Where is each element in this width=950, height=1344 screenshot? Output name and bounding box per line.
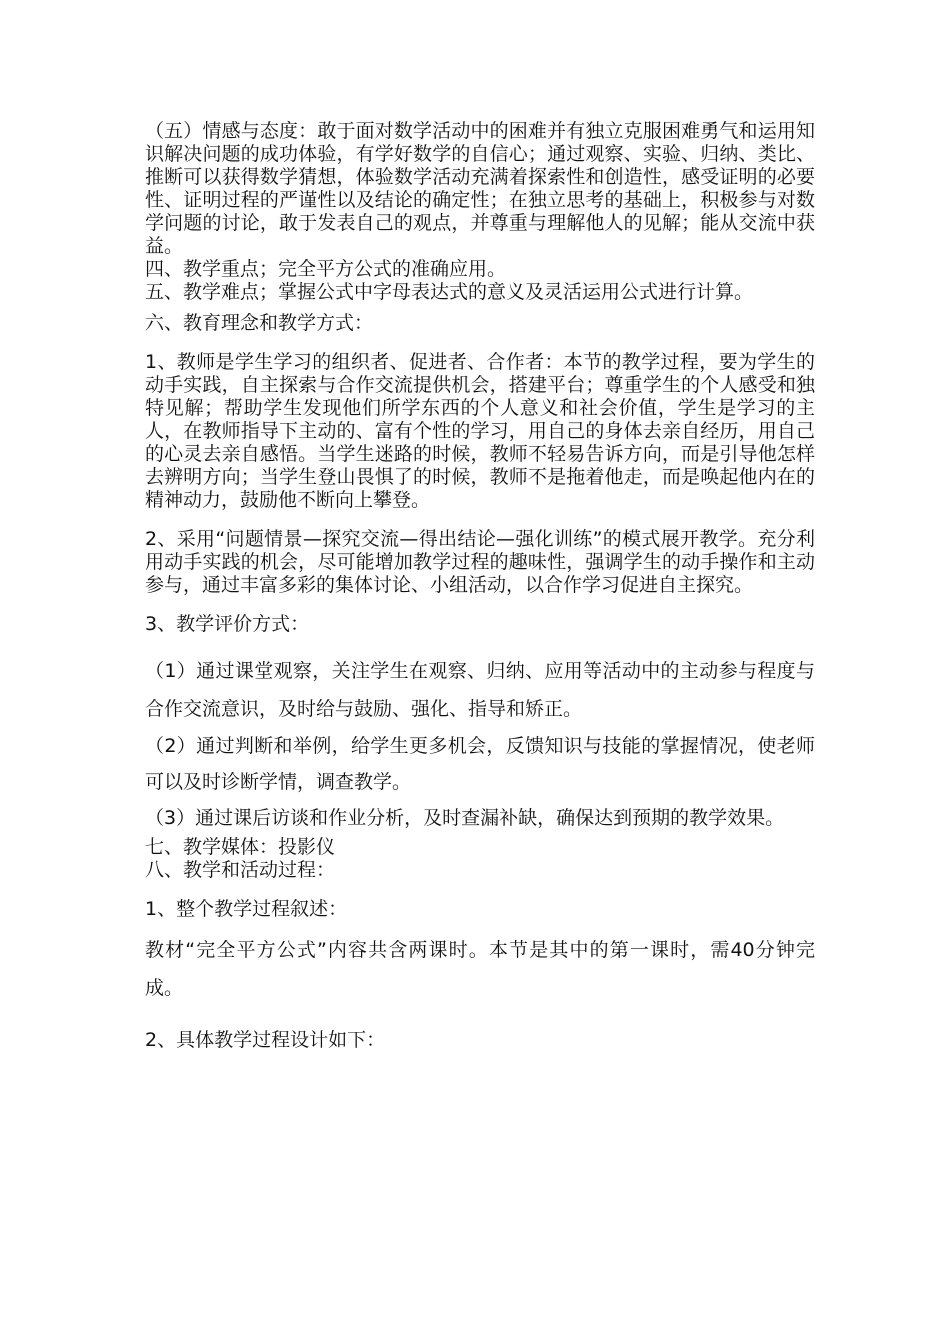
paragraph-evaluation-3: （3）通过课后访谈和作业分析，及时查漏补缺，确保达到预期的教学效果。 bbox=[145, 807, 785, 829]
paragraph-teacher-role: 1、教师是学生学习的组织者、促进者、合作者：本节的教学过程，要为学生的动手实践，自主探索与合作交流提供机会，搭建平台；尊重学生的个人感受和独特见解；帮助学生发现他们所学东西的个人意义和社会价值，学生是学习的主人，在教师指导下主动的、富有个性的学习，用自己的身体去亲自经历，用自己的心灵去亲自感悟。当学生迷路的时候，教师不轻易告诉方向，而是引导他怎样去辨明方向；当学生登山畏惧了的时候，教师不是拖着他走，而是唤起他内在的精神动力，鼓励他不断向上攀登。 bbox=[145, 351, 815, 511]
heading-process-overview: 1、整个教学过程叙述： bbox=[145, 898, 348, 920]
paragraph-evaluation-2: （2）通过判断和举例，给学生更多机会，反馈知识与技能的掌握情况，使老师可以及时诊断学情，调查教学。 bbox=[145, 735, 815, 793]
paragraph-evaluation-1: （1）通过课堂观察，关注学生在观察、归纳、应用等活动中的主动参与程度与合作交流意识，及时给与鼓励、强化、指导和矫正。 bbox=[145, 660, 815, 720]
paragraph-teaching-difficulty: 五、教学难点；掌握公式中字母表达式的意义及灵活运用公式进行计算。 bbox=[145, 281, 754, 303]
heading-education-philosophy: 六、教育理念和教学方式： bbox=[145, 312, 374, 334]
heading-teaching-process: 八、教学和活动过程： bbox=[145, 859, 336, 881]
heading-evaluation-method: 3、教学评价方式： bbox=[145, 613, 310, 635]
heading-process-design: 2、具体教学过程设计如下： bbox=[145, 1029, 386, 1051]
paragraph-teaching-focus: 四、教学重点；完全平方公式的准确应用。 bbox=[145, 258, 507, 280]
paragraph-textbook-lessons: 教材“完全平方公式”内容共含两课时。本节是其中的第一课时，需40分钟完成。 bbox=[145, 939, 815, 999]
paragraph-emotion-attitude: （五）情感与态度：敢于面对数学活动中的困难并有独立克服困难勇气和运用知识解决问题的成功体验，有学好数学的自信心；通过观察、实验、归纳、类比、推断可以获得数学猜想，体验数学活动充满着探索性和创造性，感受证明的必要性、证明过程的严谨性以及结论的确定性；在独立思考的基础上，积极参与对数学问题的讨论，敢于发表自己的观点，并尊重与理解他人的见解；能从交流中获益。 bbox=[145, 120, 815, 257]
document-body bbox=[145, 120, 815, 1052]
paragraph-teaching-mode: 2、采用“问题情景—探究交流—得出结论—强化训练”的模式展开教学。充分利用动手实践的机会，尽可能增加教学过程的趣味性，强调学生的动手操作和主动参与，通过丰富多彩的集体讨论、小组活动，以合作学习促进自主探究。 bbox=[145, 528, 815, 596]
heading-teaching-media: 七、教学媒体：投影仪 bbox=[145, 836, 336, 858]
